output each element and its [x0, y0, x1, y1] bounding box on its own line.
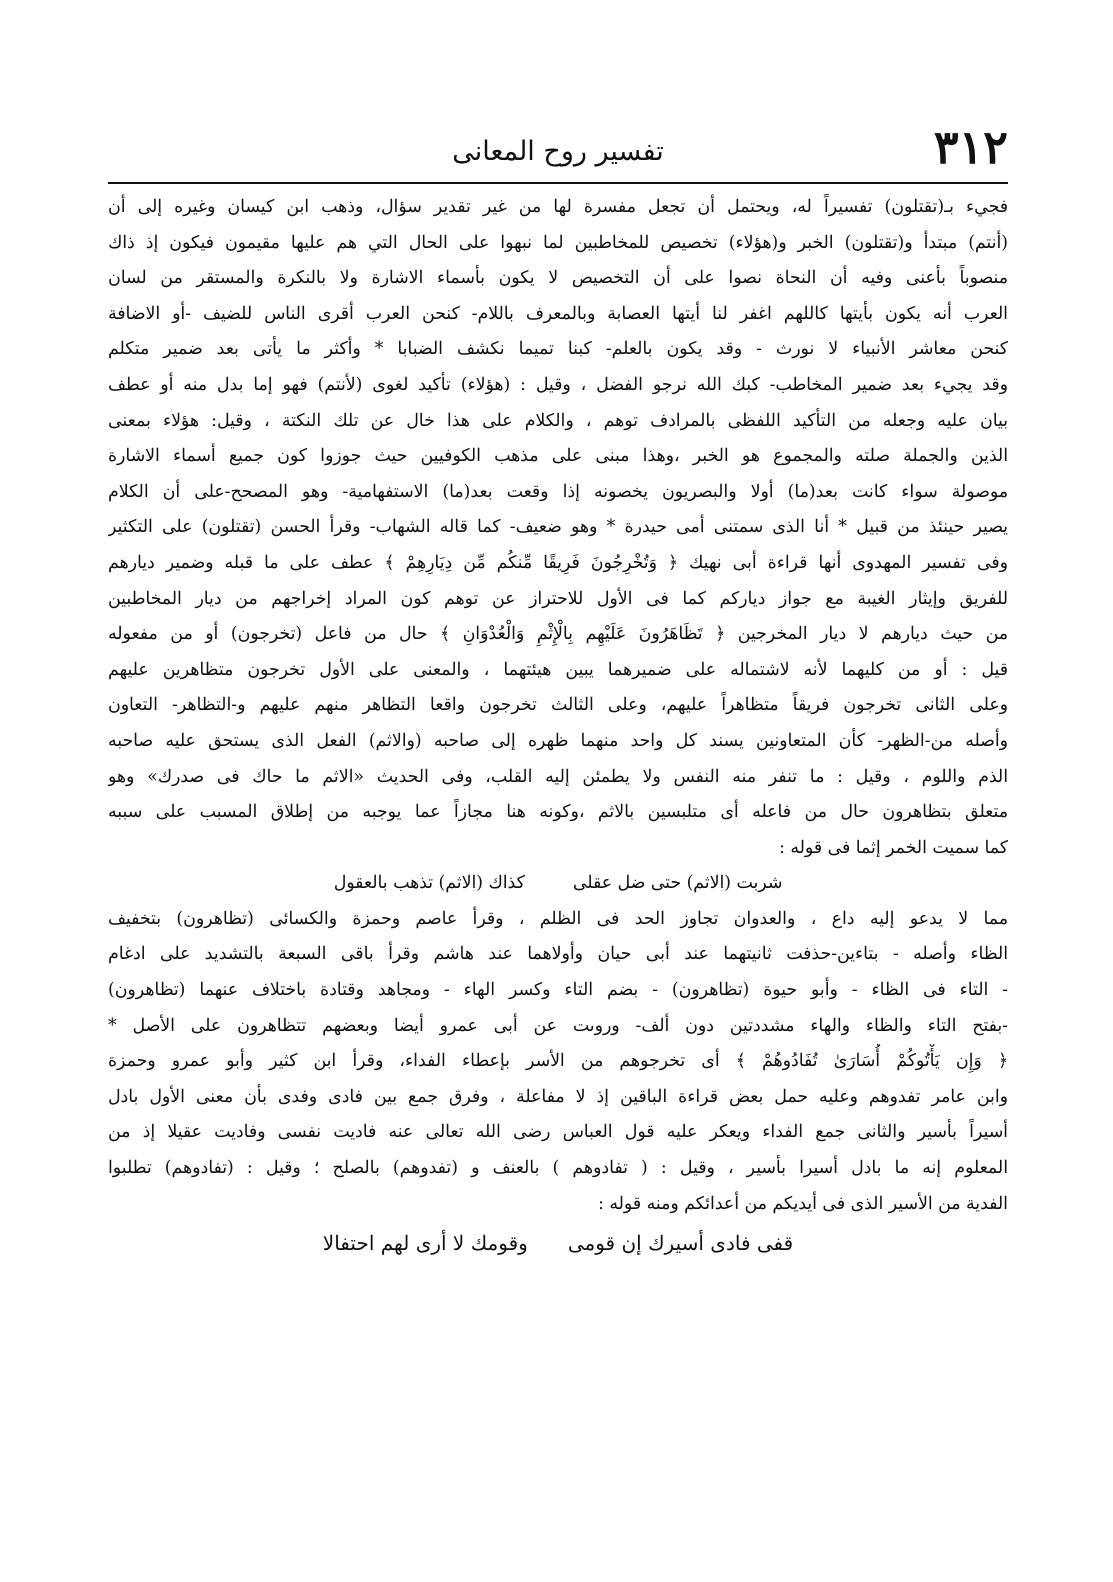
- page-number: ٣١٢: [933, 120, 1008, 174]
- text-line: بيان عليه وجعله من التأكيد اللفظى بالمرادف توهم ، والكلام على هذا خال عن تلك النكتة ، وقيل: هؤلاء بمعنى: [108, 410, 1008, 431]
- text-line: العرب أنه يكون بأيتها كاللهم اغفر لنا أيتها العصابة وبالمعرف باللام- كنحن العرب أقرى الناس للضيف -أو الاضافة: [108, 303, 1008, 324]
- text-line: الذين والجملة صلته والمجموع هو الخبر ،وهذا مبنى على مذهب الكوفيين حيث جوزوا كون جميع أسماء الاشارة: [108, 446, 1008, 467]
- text-line: المعلوم إنه ما بادل أسيرا بأسير ، وقيل : ( تفادوهم ) بالعنف و (تفدوهم) بالصلح ؛ وقيل : (تفادوهم) تطلبوا: [108, 1158, 1008, 1179]
- text-line: وأصله من-الظهر- كأن المتعاونين يسند كل واحد منهما ظهره إلى صاحبه (والاثم) الفعل الذى يستحق عليه صاحبه: [108, 730, 1008, 751]
- verse-second-hemistich: وقومك لا أرى لهم احتفالا: [322, 1231, 528, 1256]
- text-line: - التاء فى الظاء - وأبو حيوة (تظاهرون) - بضم التاء وكسر الهاء - ومجاهد وقتادة باختلاف عنهما (تظاهرون): [108, 980, 1008, 1001]
- text-line: الفدية من الأسير الذى فى أيديكم من أعدائكم ومنه قوله :: [598, 1193, 1008, 1214]
- text-line: منصوباً بأعنى وفيه أن النحاة نصوا على أن التخصيص لا يكون بأسماء الاشارة ولا بالنكرة والمستقر من لسان: [108, 268, 1008, 289]
- text-line: وفى تفسير المهدوى أنها قراءة أبى نهيك ﴿ وَتُخْرِجُونَ فَرِيقًا مِّنكُم مِّن دِيَارِهِمْ ﴾ عطف على ما قبله وضمير ديارهم: [108, 552, 1008, 573]
- document-page: [108, 120, 1008, 1540]
- body-text: [108, 190, 1008, 1266]
- text-line: مما لا يدعو إليه داع ، والعدوان تجاوز الحد فى الظلم ، وقرأ عاصم وحمزة والكسائى (تظاهرون) بتخفيف: [108, 908, 1008, 929]
- text-line: أسيراً بأسير والثانى جمع الفداء ويعكر عليه قول العباس رضى الله تعالى عنه فاديت نفسى وفاديت عقيلا إذ من: [108, 1122, 1008, 1143]
- poetry-verse: [108, 1226, 1008, 1266]
- text-line: متعلق بتظاهرون حال من فاعله أى متلبسين بالاثم ،وكونه هنا مجازاً عما يوجبه من إطلاق المسبب على سببه: [108, 802, 1008, 823]
- text-line: وقد يجيء بعد ضمير المخاطب- كبك الله نرجو الفضل ، وقيل : (هؤلاء) تأكيد لغوى (لأنتم) فهو إما بدل منه أو عطف: [108, 374, 1008, 395]
- text-line: قيل : أو من كليهما لأنه لاشتماله على ضميرهما يبين هيئتهما ، والمعنى على الأول تخرجون متظاهرين عليهم: [108, 659, 1008, 680]
- page-header: [108, 120, 1008, 190]
- verse-first-hemistich: شربت (الاثم) حتى ضل عقلى: [572, 873, 783, 894]
- text-line: كما سميت الخمر إثما فى قوله :: [779, 837, 1008, 858]
- verse-first-hemistich: قفى فادى أسيرك إن قومى: [567, 1231, 794, 1256]
- text-line: ﴿ وَإِن يَأْتُوكُمْ أُسَارَىٰ تُفَادُوهُمْ ﴾ أى تخرجوهم من الأسر بإعطاء الفداء، وقرأ ابن كثير وأبو عمرو وحمزة: [108, 1051, 1008, 1072]
- running-title: تفسير روح المعانى: [452, 136, 664, 167]
- text-line: موصولة سواء كانت بعد(ما) أولا والبصريون يخصونه إذا وقعت بعد(ما) الاستفهامية- وهو المصحح-على أن الكلام: [108, 481, 1008, 502]
- text-line: وعلى الثانى تخرجون فريقاً متظاهراً عليهم، وعلى الثالث تخرجون واقعا التظاهر منهم عليهم و-التظاهر- التعاون: [108, 695, 1008, 716]
- text-line: وابن عامر تفدوهم وعليه حمل بعض قراءة الباقين إذ لا مفاعلة ، وفرق جمع بين فادى وفدى بأن معنى الأول بادل: [108, 1086, 1008, 1107]
- header-rule: [108, 182, 1008, 184]
- text-line: كنحن معاشر الأنبياء لا نورث - وقد يكون بالعلم- كبنا تميما نكشف الضبابا * وأكثر ما يأتى بعد ضمير متكلم: [108, 339, 1008, 360]
- text-line: الذم واللوم ، وقيل : ما تنفر منه النفس ولا يطمئن إليه القلب، وفى الحديث «الاثم ما حاك فى صدرك» وهو: [108, 766, 1008, 787]
- text-line: الظاء وأصله - بتاءين-حذفت ثانيتهما عند أبى حيان وأولاهما عند هاشم وقرأ باقى السبعة بالتشديد على ادغام: [108, 944, 1008, 965]
- text-line: يصير حينئذ من قبيل * أنا الذى سمتنى أمى حيدرة * وهو ضعيف- كما قاله الشهاب- وقرأ الحسن (تقتلون) على التكثير: [108, 517, 1008, 538]
- verse-second-hemistich: كذاك (الاثم) تذهب بالعقول: [333, 873, 525, 894]
- text-line: (أنتم) مبتدأ و(تقتلون) الخبر و(هؤلاء) تخصيص للمخاطبين لما نبهوا على الحال التي هم عليها مقيمون فيكون إذ ذاك: [108, 232, 1008, 253]
- text-line: -بفتح التاء والظاء والهاء مشددتين دون ألف- وروىت عن أبى عمرو أيضا وبعضهم تتظاهرون على الأصل *: [108, 1015, 1008, 1036]
- text-line: للفريق وإيثار الغيبة مع جواز دياركم كما فى الأول للاحتراز عن توهم كون المراد إخراجهم من ديار المخاطبين: [108, 588, 1008, 609]
- text-line: فجيء بـ(تقتلون) تفسيراً له، ويحتمل أن تجعل مفسرة لها من غير تقدير سؤال، وذهب ابن كيسان وغيره إلى أن: [108, 197, 1008, 217]
- text-line: من حيث ديارهم لا ديار المخرجين ﴿ تَظَاهَرُونَ عَلَيْهِم بِالْإِثْمِ وَالْعُدْوَانِ ﴾ حال من فاعل (تخرجون) أو من مفعوله: [108, 624, 1008, 645]
- poetry-verse: [108, 866, 1008, 902]
